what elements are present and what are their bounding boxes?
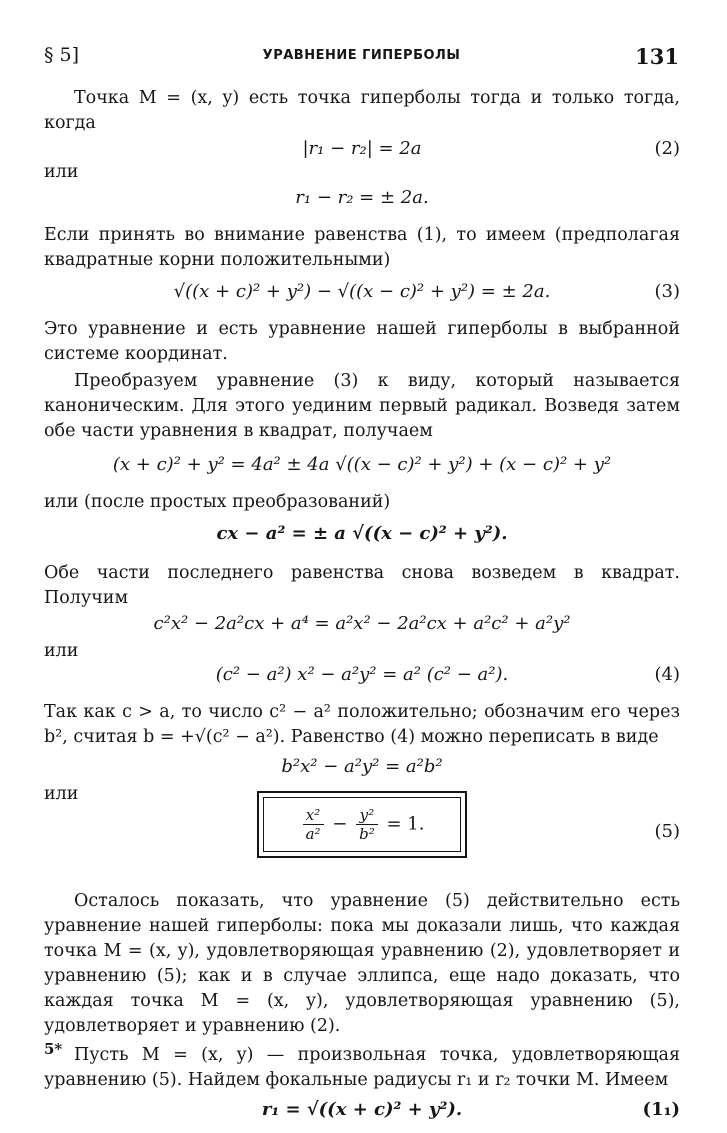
equation-4 [44, 664, 680, 698]
fraction: $\frac{\text{y²}}{\text{b²}}$ [356, 806, 378, 843]
running-title: УРАВНЕНИЕ ГИПЕРБОЛЫ [262, 48, 461, 63]
equation-a [44, 454, 680, 490]
equation-number: (2) [654, 138, 680, 159]
equation-d [44, 756, 680, 786]
equation-text: √((x + c)² + y²) − √((x − c)² + y²) = ± 2a. [173, 281, 551, 302]
paragraph: или (после простых преобразований) [44, 492, 391, 512]
paragraph: или [44, 162, 79, 182]
paragraph: или [44, 641, 79, 661]
equation-b [44, 523, 680, 559]
equation-11 [44, 1099, 680, 1133]
fraction: $\frac{\text{x²}}{\text{a²}}$ [303, 806, 324, 843]
equation-number: (4) [654, 664, 680, 685]
paragraph: Осталось показать, что уравнение (5) действительно есть уравнение нашей гиперболы: пока мы доказали лишь, что каждая точка M = (x, y), удовлетворяющая уравнению (2), удовлетворяет и уравнению (5); как и в случае эллипса, еще надо доказать, что каждая точка M = (x, y), удовлетворяющая уравнению (5), удовлетворяет и уравнению (2). [44, 891, 680, 1036]
paragraph: Если принять во внимание равенства (1), то имеем (предполагая квадратные корни положительными) [44, 225, 680, 270]
paragraph: Преобразуем уравнение (3) к виду, который называется каноническим. Для этого уединим первый радикал. Возведя затем обе части уравнения в квадрат, получаем [44, 371, 680, 441]
paragraph: Так как c > a, то число c² − a² положительно; обозначим его через b², считая b = +√(c² − a²). Равенство (4) можно переписать в виде [44, 702, 680, 747]
equation-3 [44, 281, 680, 317]
section-marker: § 5] [44, 44, 80, 66]
equation-text: b²x² − a²y² = a²b² [281, 756, 443, 777]
equation-text: (c² − a²) x² − a²y² = a² (c² − a²). [215, 664, 509, 685]
paragraph: Это уравнение и есть уравнение нашей гиперболы в выбранной системе координат. [44, 319, 680, 364]
equation-number: (1₁) [642, 1099, 680, 1120]
page-number: 131 [635, 44, 679, 69]
paragraph: Обе части последнего равенства снова возведем в квадрат. Получим [44, 563, 680, 608]
equation-text: c²x² − 2a²cx + a⁴ = a²x² − 2a²cx + a²c² + a²y² [153, 613, 571, 634]
equation-text: r₁ = √((x + c)² + y²). [261, 1099, 463, 1120]
equation-c [44, 613, 680, 641]
canonical-equation-box: $\frac{\text{x²}}{\text{a²}}$ − $\frac{\text{y²}}{\text{b²}}$ = 1. [257, 791, 468, 858]
equation-number: (3) [654, 281, 680, 302]
equation-5 [44, 791, 680, 883]
page-body [44, 86, 680, 1133]
paragraph: Точка M = (x, y) есть точка гиперболы тогда и только тогда, когда [44, 88, 680, 133]
signature-mark: 5* [44, 1040, 63, 1058]
equation-text: (x + c)² + y² = 4a² ± 4a √((x − c)² + y²) + (x − c)² + y² [112, 454, 612, 475]
equation-number: (5) [654, 821, 680, 842]
paragraph: Пусть M = (x, y) — произвольная точка, удовлетворяющая уравнению (5). Найдем фокальные радиусы r₁ и r₂ точки M. Имеем [44, 1045, 680, 1090]
equation-2 [44, 138, 680, 166]
equation-2b [44, 187, 680, 217]
paragraph: или [44, 784, 79, 804]
equation-text: r₁ − r₂ = ± 2a. [295, 187, 429, 208]
equation-text: |r₁ − r₂| = 2a [302, 138, 422, 159]
page-header [44, 44, 679, 74]
equation-text: cx − a² = ± a √((x − c)² + y²). [216, 523, 508, 544]
